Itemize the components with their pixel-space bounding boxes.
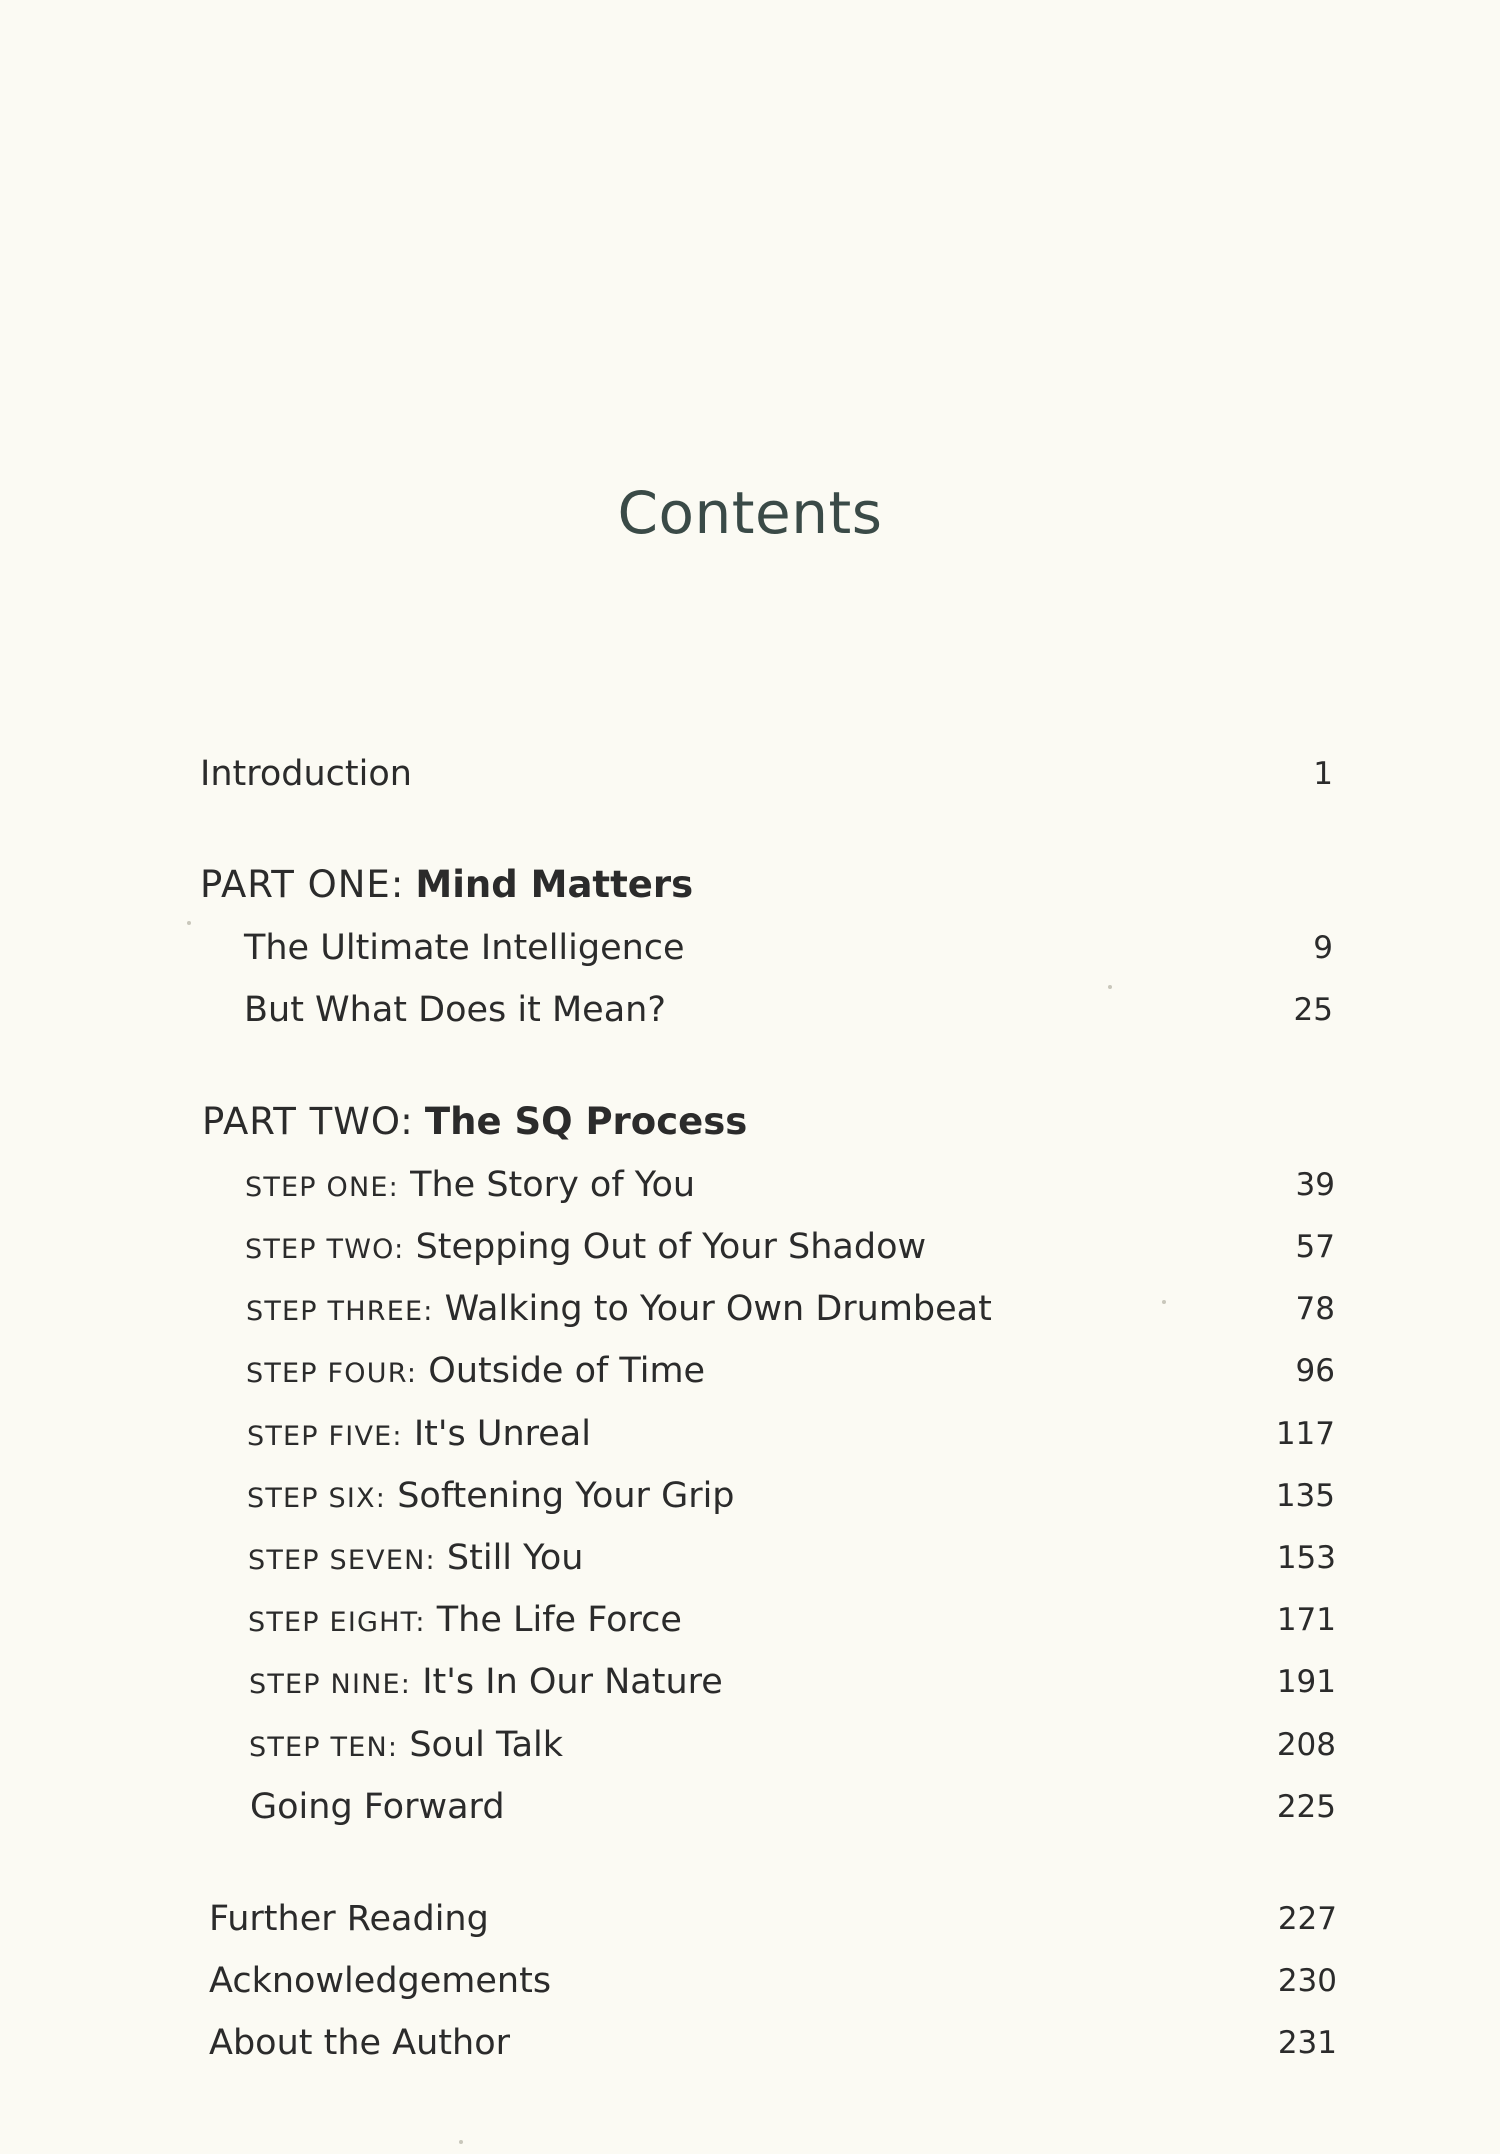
part-one-label: PART ONE: <box>200 863 405 906</box>
toc-entry <box>244 985 1333 1035</box>
toc-step-entry <box>246 1346 1335 1396</box>
step-prefix: STEP FIVE: <box>247 1421 403 1452</box>
step-prefix: STEP ONE: <box>245 1172 399 1203</box>
scan-speck <box>459 2140 463 2144</box>
toc-step-entry <box>245 1160 1335 1210</box>
step-prefix: STEP NINE: <box>249 1669 412 1700</box>
toc-page-number: 39 <box>1295 1167 1335 1203</box>
step-prefix: STEP SEVEN: <box>248 1545 436 1576</box>
toc-entry-label: But What Does it Mean? <box>244 990 666 1030</box>
toc-page-number: 1 <box>1313 756 1333 792</box>
part-one-heading <box>200 860 1333 910</box>
toc-entry-label: The Ultimate Intelligence <box>244 928 685 968</box>
toc-page-number: 227 <box>1277 1901 1337 1937</box>
step-prefix: STEP TEN: <box>249 1732 399 1763</box>
toc-step-entry <box>248 1533 1336 1583</box>
toc-page-number: 9 <box>1313 930 1333 966</box>
toc-entry-back-matter <box>209 1894 1337 1944</box>
toc-page-number: 117 <box>1275 1416 1335 1452</box>
toc-entry-label: Going Forward <box>250 1787 505 1827</box>
toc-entry-back-matter <box>209 1956 1337 2006</box>
page-title: Contents <box>617 479 883 547</box>
toc-page-number: 191 <box>1276 1664 1336 1700</box>
toc-entry-back-matter <box>209 2018 1337 2068</box>
toc-page-number: 78 <box>1295 1291 1335 1327</box>
step-title: Outside of Time <box>428 1351 706 1391</box>
toc-page-number: 230 <box>1277 1963 1337 1999</box>
step-title: Softening Your Grip <box>397 1476 735 1516</box>
step-title: The Story of You <box>410 1165 696 1205</box>
toc-page-number: 225 <box>1276 1789 1336 1825</box>
toc-page-number: 231 <box>1277 2025 1337 2061</box>
toc-page-number: 135 <box>1275 1478 1335 1514</box>
toc-page-number: 153 <box>1276 1540 1336 1576</box>
part-two-name: The SQ Process <box>424 1100 748 1143</box>
toc-step-entry <box>247 1409 1335 1459</box>
step-prefix: STEP THREE: <box>246 1296 434 1327</box>
step-prefix: STEP TWO: <box>245 1234 405 1265</box>
step-title: The Life Force <box>436 1600 682 1640</box>
step-prefix: STEP EIGHT: <box>248 1607 426 1638</box>
toc-entry-label: Further Reading <box>209 1899 489 1939</box>
part-one-name: Mind Matters <box>415 863 694 906</box>
toc-page-number: 57 <box>1295 1229 1335 1265</box>
step-title: It's In Our Nature <box>422 1662 723 1702</box>
step-prefix: STEP SIX: <box>247 1483 387 1514</box>
toc-entry-introduction <box>200 749 1333 799</box>
toc-step-entry <box>246 1284 1335 1334</box>
toc-entry <box>244 923 1333 973</box>
step-title: Stepping Out of Your Shadow <box>415 1227 927 1267</box>
toc-page-number: 25 <box>1293 992 1333 1028</box>
toc-step-entry <box>249 1720 1336 1770</box>
part-two-heading <box>202 1097 1335 1147</box>
step-title: Walking to Your Own Drumbeat <box>444 1289 992 1329</box>
toc-entry-label: Acknowledgements <box>209 1961 552 2001</box>
step-title: Still You <box>446 1538 584 1578</box>
step-prefix: STEP FOUR: <box>246 1358 418 1389</box>
toc-page-number: 96 <box>1295 1353 1335 1389</box>
toc-entry-label: About the Author <box>209 2023 511 2063</box>
toc-step-entry <box>248 1595 1336 1645</box>
toc-page-number: 208 <box>1276 1727 1336 1763</box>
step-title: Soul Talk <box>409 1725 564 1765</box>
toc-step-entry <box>245 1222 1335 1272</box>
scan-speck <box>1108 985 1112 989</box>
part-two-label: PART TWO: <box>202 1100 414 1143</box>
scan-speck <box>187 921 191 925</box>
scan-speck <box>1162 1300 1166 1304</box>
toc-page-number: 171 <box>1276 1602 1336 1638</box>
toc-step-entry <box>249 1657 1336 1707</box>
toc-step-entry <box>247 1471 1335 1521</box>
toc-entry-going-forward <box>250 1782 1336 1832</box>
step-title: It's Unreal <box>413 1414 591 1454</box>
toc-entry-label: Introduction <box>200 754 412 794</box>
